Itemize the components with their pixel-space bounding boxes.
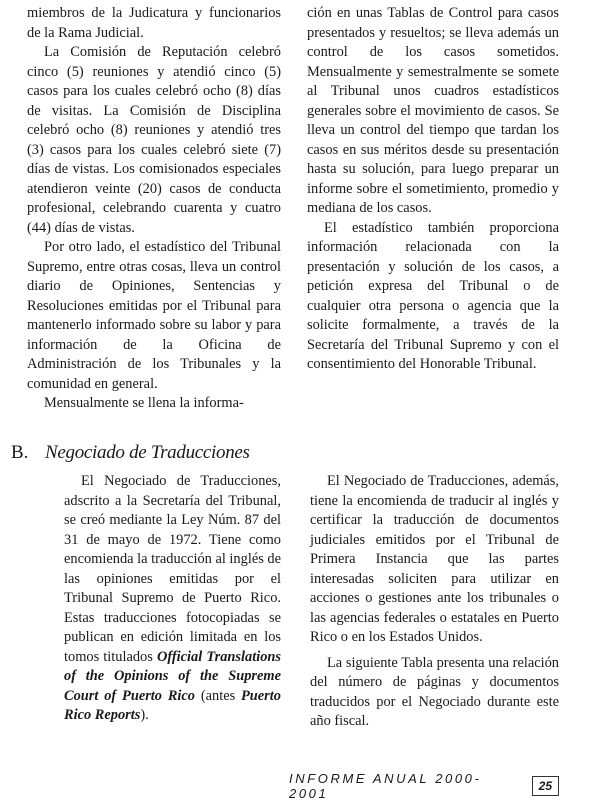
paragraph-text: (antes <box>195 687 241 704</box>
paragraph: Mensualmente se llena la informa- <box>44 395 244 411</box>
paragraph: Por otro lado, el estadístico del Tribunal Supremo, entre otras cosas, lleva un control diario de Opiniones, Sentencias y Resoluciones emitidas por el Tribunal para mantenerlo informado sobre su labor y para información de la Oficina de Administración de los Tribunales y la comunidad en general. <box>27 239 281 392</box>
former-publication-title: Puerto Rico Reports <box>64 687 281 723</box>
paragraph: La Comisión de Reputación celebró cinco (5) reuniones y atendió cinco (5) casos para los cuales celebró ocho (8) días de visitas. La Comisión de Disciplina celebró ocho (8) reuniones y atendió tres (3) casos para los cuales celebró siete (7) días de vistas. Los comisionados especiales atendieron veinte (20) casos de conducta profesional, celebrando cuarenta y cuatro (44) días de vistas. <box>27 44 281 236</box>
publication-title: Official Translations of the Opinions of the Supreme Court of Puerto Rico <box>64 648 281 704</box>
top-left-column <box>27 4 281 414</box>
report-title: INFORME ANUAL 2000-2001 <box>289 771 482 801</box>
paragraph-text: El Negociado de Traducciones, adscrito a la Secretaría del Tribunal, se creó mediante la Ley Núm. 87 del 31 de mayo de 1972. Tiene como encomienda la traducción al inglés de las opiniones emitidas por el Tribunal Supremo de Puerto Rico. Estas traducciones fotocopiadas se publican en edición limitada en los tomos titulados <box>64 473 281 665</box>
section-title: Negociado de Traducciones <box>45 442 250 463</box>
section-letter: B. <box>11 442 29 463</box>
page-number: 25 <box>532 776 559 796</box>
paragraph-text: ). <box>140 707 149 723</box>
top-right-column <box>307 4 559 375</box>
page-footer <box>289 771 559 801</box>
section-heading <box>11 442 250 464</box>
paragraph: El estadístico también proporciona información relacionada con la presentación y solución de los casos, a petición expresa del Tribunal o de cualquier otra persona o agencia que la solicite formalmente, a través de la Secretaría del Tribunal Supremo y con el consentimiento del Honorable Tribunal. <box>307 219 559 372</box>
paragraph: La siguiente Tabla presenta una relación del número de páginas y documentos traducidos por el Negociado durante este año fiscal. <box>310 654 559 729</box>
paragraph <box>64 472 281 726</box>
paragraph: miembros de la Judicatura y funcionarios de la Rama Judicial. <box>27 5 281 41</box>
paragraph: El Negociado de Traducciones, además, tiene la encomienda de traducir al inglés y certificar la traducción de documentos judiciales emitidos por el Tribunal de Primera Instancia que las partes interesadas soliciten para utilizar en acciones o gestiones ante los tribunales o las agencias federales o estatales en Puerto Rico o en los Estados Unidos. <box>310 473 559 645</box>
bottom-right-column <box>310 472 559 732</box>
paragraph: ción en unas Tablas de Control para casos presentados y resueltos; se lleva además un control de los casos sometidos. Mensualmente y semestralmente se somete al Tribunal unos cuadros estadísticos generales sobre el movimiento de casos. Se lleva un control del tiempo que tardan los casos en sus méritos desde su presentación hasta su solución, para luego preparar un informe sobre el sometimiento, promedio y mediana de los casos. <box>307 5 559 216</box>
bottom-left-column <box>64 472 281 726</box>
